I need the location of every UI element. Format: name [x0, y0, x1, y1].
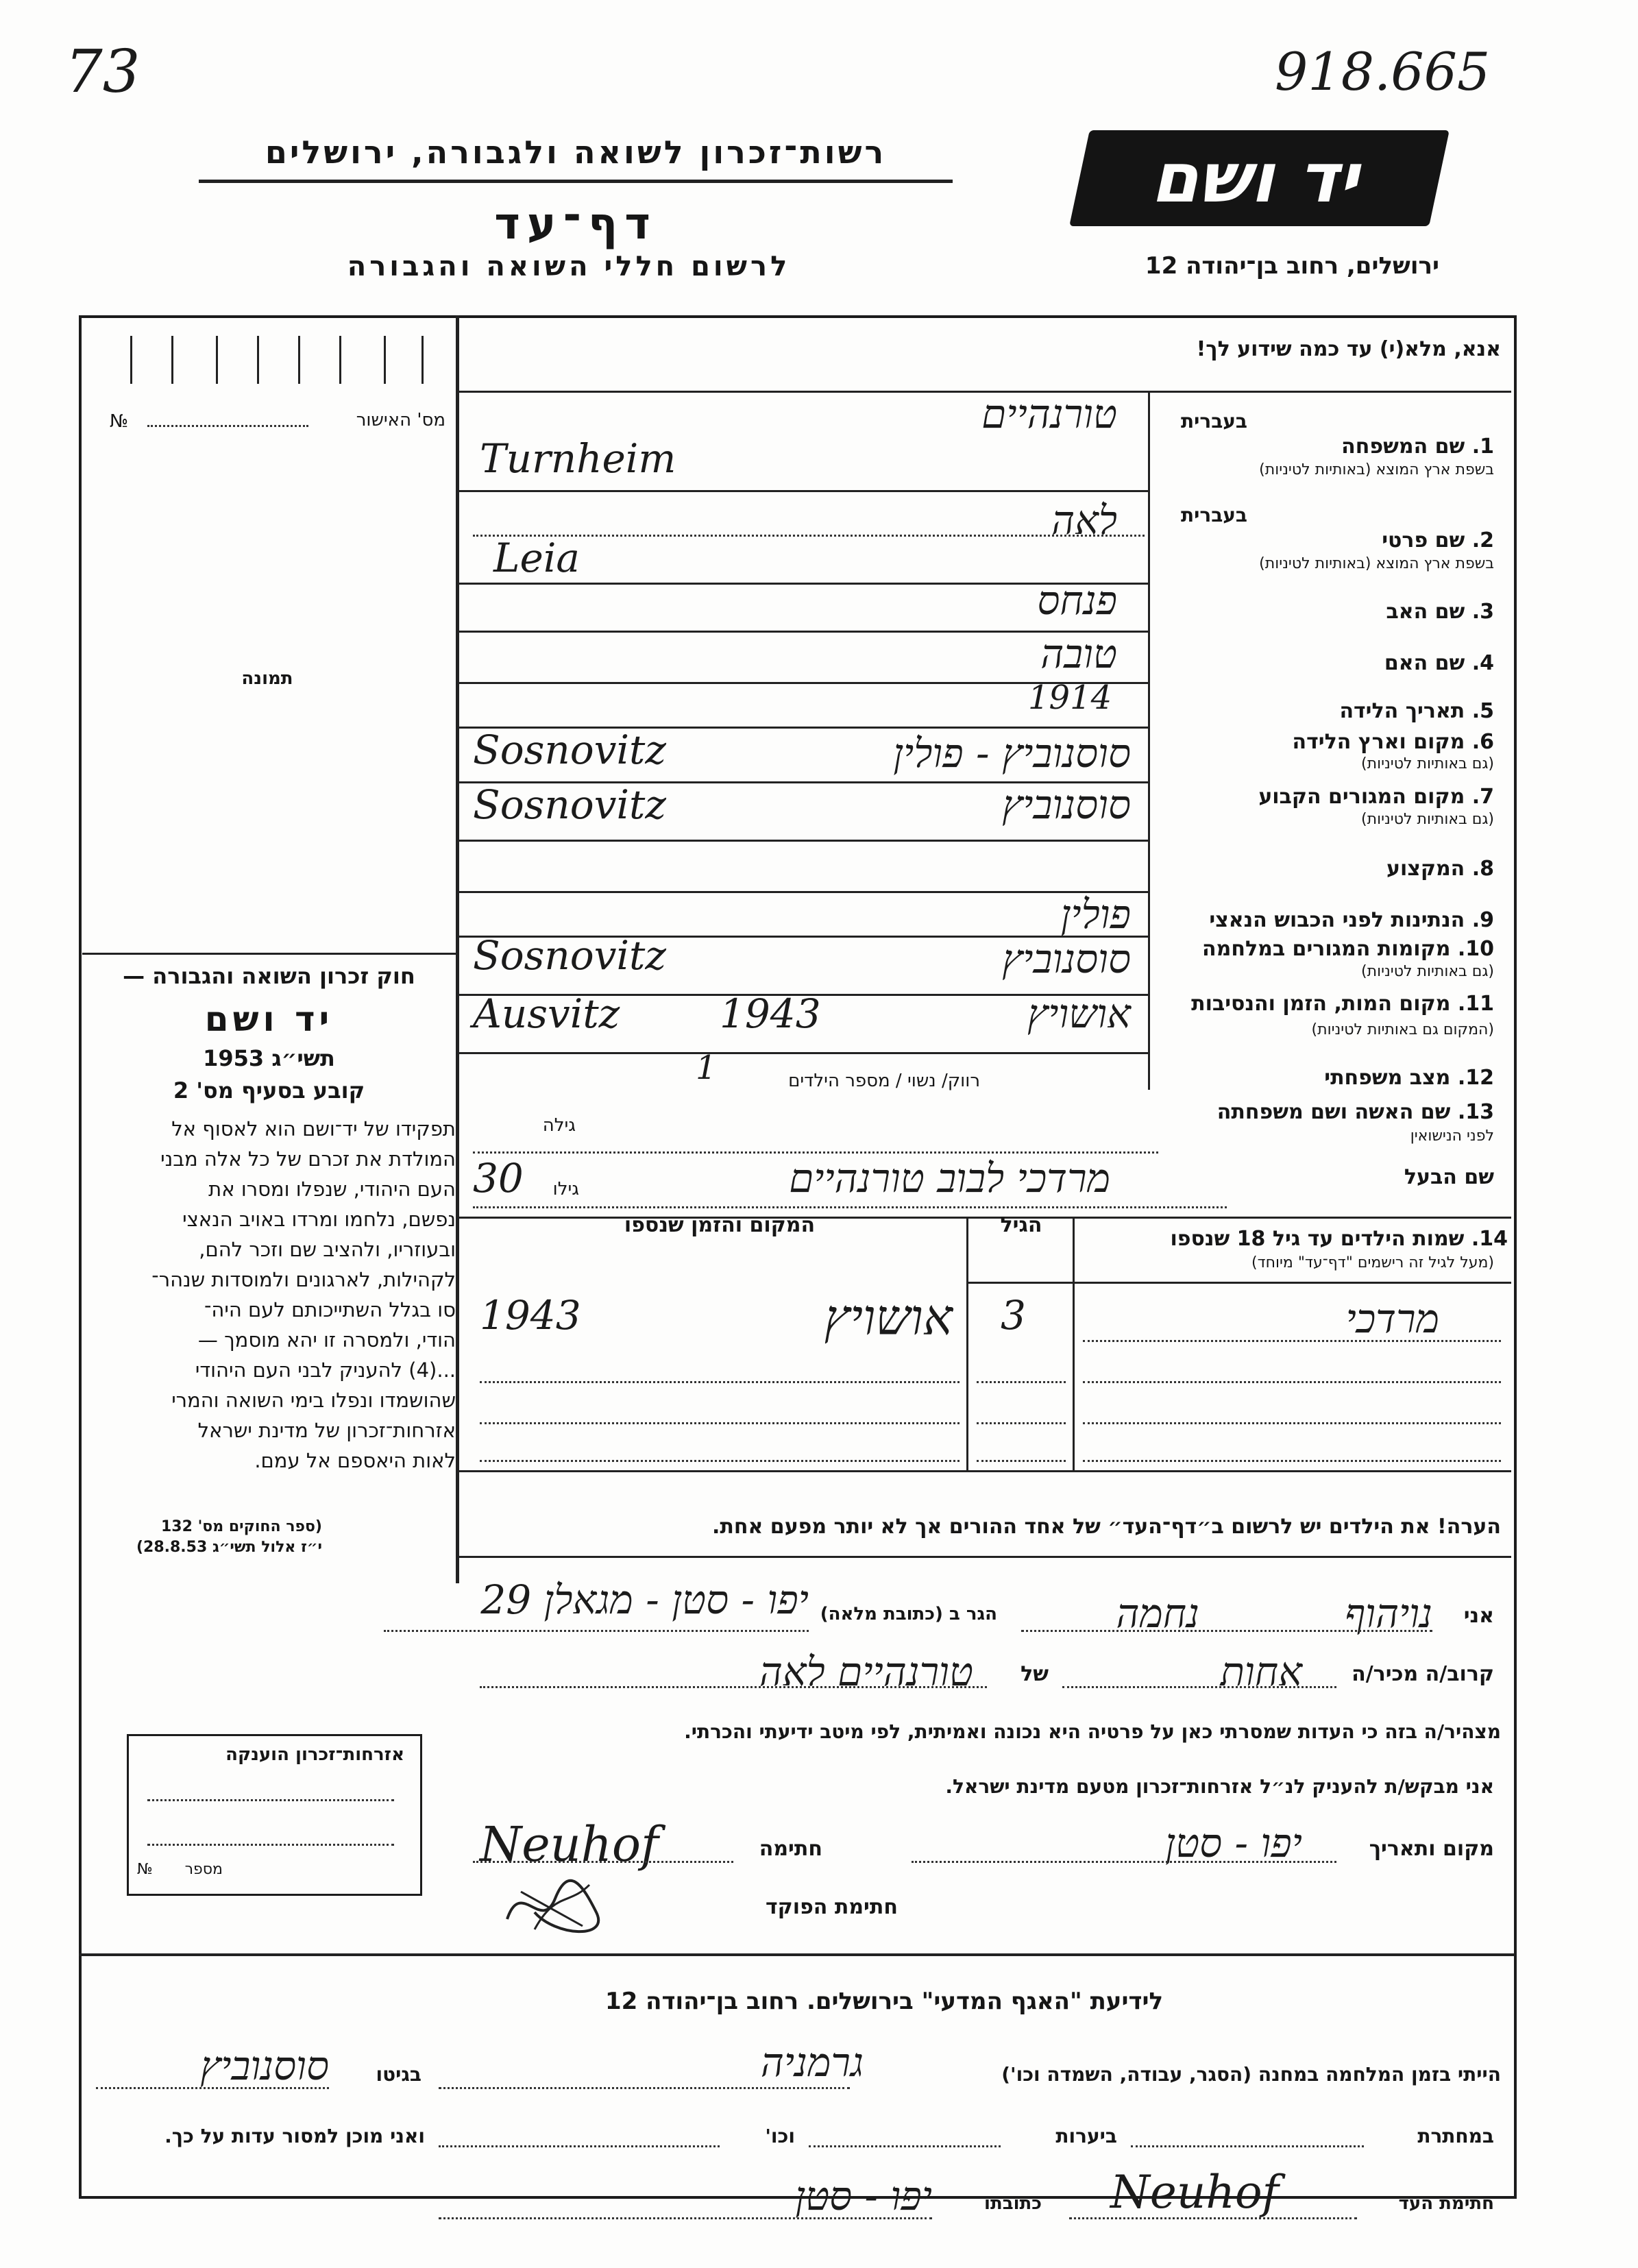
- residence-latin: Sosnovitz: [473, 781, 666, 828]
- photo-label: תמונה: [241, 668, 293, 689]
- death-year: 1943: [720, 990, 821, 1037]
- field-9-label: 9. הנתינות לפני הכבוש הנאצי: [1209, 908, 1494, 932]
- field-1-hebrew: בעברית: [1180, 410, 1247, 432]
- footer-ready: ואני מוכן למסור עדות על כך.: [164, 2125, 425, 2147]
- approval-no-symbol: №: [110, 411, 129, 432]
- section-line: [459, 1470, 1511, 1472]
- law-line: לקהילות, לארגונים ולמוסדות שנהר־: [151, 1268, 456, 1291]
- field-4-label: 4. שם האם: [1384, 651, 1494, 675]
- witness-line: [1021, 1630, 1432, 1632]
- field-7-label: 7. מקום המגורים הקבוע: [1258, 785, 1494, 809]
- place-date-line[interactable]: [912, 1861, 1336, 1863]
- header-authority: רשות־זכרון לשואה ולגבורה, ירושלים: [265, 134, 887, 171]
- left-column-divider: [456, 315, 459, 1583]
- field-11-sub: (המקום גם באותיות לטיניות): [1311, 1021, 1494, 1038]
- footer-sig-line[interactable]: [1069, 2217, 1357, 2219]
- approval-field[interactable]: [147, 425, 308, 427]
- law-line: לאות היאספם אל עמם.: [254, 1449, 456, 1472]
- footer-ghetto: סוסנוביץ: [200, 2043, 329, 2089]
- header-title: דף־עד: [494, 199, 657, 249]
- yad-vashem-logo: [1069, 130, 1450, 226]
- witness-name: נויהוף: [1345, 1590, 1432, 1637]
- father-name: פנחס: [1037, 577, 1117, 624]
- first-name-latin: Leia: [493, 535, 580, 581]
- footer-forests-line[interactable]: [809, 2145, 1001, 2147]
- children-row: [1083, 1460, 1501, 1462]
- instruction: אנא, מלא(י) עד כמה שידוע לך!: [1196, 337, 1501, 361]
- footer-ghetto-line[interactable]: [96, 2087, 329, 2089]
- field-11-label: 11. מקום המות, הזמן והנסיבות: [1191, 992, 1494, 1016]
- relation-line: [1062, 1686, 1336, 1688]
- witness-first-name: נחמה: [1116, 1590, 1199, 1637]
- law-year: תשי״ג 1953: [203, 1045, 335, 1071]
- law-reference: (ספר החוקים מס' 132: [160, 1518, 322, 1535]
- section-line: [459, 1556, 1511, 1558]
- wartime-residence-hebrew: סוסנוביץ: [1002, 936, 1131, 982]
- law-line: אזרחות־זכרון של מדינת ישראל: [197, 1419, 456, 1442]
- field-13-label: 13. שם האשה ושם משפחתה: [1217, 1100, 1494, 1124]
- child-place: אושויץ: [824, 1289, 953, 1346]
- footer-underground: במחתרת: [1417, 2125, 1494, 2147]
- law-section: קובע בסעיף מס' 2: [173, 1077, 365, 1103]
- certificate-line[interactable]: [147, 1799, 394, 1801]
- certificate-title: אזרחות־זכרון הוענקה: [225, 1744, 404, 1765]
- footer-etc: וכו': [765, 2125, 795, 2147]
- footer-forests: ביערות: [1055, 2125, 1117, 2147]
- children-row: [480, 1422, 959, 1424]
- signature: Neuhof: [480, 1816, 659, 1873]
- field-8-label: 8. המקצוע: [1386, 857, 1494, 881]
- declaration-relative: קרוב/ה מכיר/ה: [1352, 1662, 1494, 1686]
- law-line: נפשם, נלחמו ומרדו באויב הנאצי: [182, 1208, 456, 1231]
- row-line: [459, 840, 1148, 842]
- witness-address: יפו - סטן - מגאלן 29: [480, 1576, 809, 1623]
- footer-line1: הייתי בזמן המלחמה במחנה (הסגר, עבודה, השמדה וכו'): [1001, 2063, 1501, 2086]
- children-row: [1083, 1340, 1501, 1342]
- field-1-label: 1. שם המשפחה: [1341, 435, 1494, 459]
- field-5-label: 5. תאריך הלידה: [1339, 699, 1494, 723]
- signature-label: חתימה: [759, 1837, 822, 1861]
- footer-sig-label: חתימת העד: [1398, 2193, 1494, 2214]
- field-10-label: 10. מקומות המגורים במלחמה: [1202, 937, 1494, 961]
- child-age: 3: [1001, 1292, 1026, 1339]
- field-14-sub: (מעל לגיל זה רישמים "דף־עד" מיוחד): [1251, 1254, 1494, 1271]
- approval-label: מס' האישור: [356, 410, 445, 430]
- wartime-residence-latin: Sosnovitz: [473, 932, 666, 979]
- children-col-divider: [966, 1217, 968, 1470]
- children-header-line: [966, 1282, 1511, 1284]
- declaration-of: של: [1020, 1662, 1049, 1686]
- field-13-sub: לפני הנישואין: [1410, 1127, 1494, 1145]
- law-line: תפקידו של יד־ושם הוא לאסוף אל: [171, 1117, 456, 1141]
- field-7-sub: (גם באותיות לטיניות): [1361, 811, 1494, 828]
- row-line: [459, 490, 1148, 492]
- footer-camp-line[interactable]: [439, 2087, 850, 2089]
- death-place-hebrew: אושויץ: [1027, 990, 1131, 1037]
- labels-column-divider: [1148, 391, 1150, 1090]
- death-place-latin: Ausvitz: [473, 990, 620, 1037]
- husband-name: מרדכי לבוב טורנהיים: [789, 1155, 1110, 1202]
- children-row: [977, 1422, 1066, 1424]
- children-row: [480, 1460, 959, 1462]
- birthplace-latin: Sosnovitz: [473, 727, 666, 773]
- officer-stamp-scribble: [493, 1871, 617, 1940]
- residence-hebrew: סוסנוביץ: [1002, 781, 1131, 828]
- law-line: העם היהודי, שנפלו ומסרו את: [208, 1178, 456, 1201]
- law-line: ובעוזריו, ולהציב שם וזכר להם,: [199, 1238, 456, 1261]
- row-line: [459, 1052, 1148, 1054]
- footer-address-label: כתובתו: [984, 2193, 1042, 2214]
- children-row: [977, 1381, 1066, 1383]
- surname-hebrew: טורנהיים: [981, 391, 1117, 437]
- footer-underground-line[interactable]: [1131, 2145, 1364, 2147]
- relation: אחות: [1220, 1648, 1302, 1695]
- page-number: 73: [65, 38, 140, 106]
- relation-of: טורנהיים לאה: [759, 1648, 973, 1695]
- birthplace-hebrew: סוסנוביץ - פולין: [893, 730, 1131, 777]
- field-10-sub: (גם באותיות לטיניות): [1361, 963, 1494, 980]
- child-year: 1943: [480, 1292, 581, 1339]
- logo-text: יד ושם: [1147, 138, 1372, 218]
- row-dotted: [473, 1206, 1227, 1208]
- declaration-statement: מצהיר/ה בזה כי העדות שמסרתי כאן על פרטיה היא נכונה ואמיתית, לפי מיטב ידיעתי והכרתי.: [684, 1720, 1501, 1743]
- footer-etc-line[interactable]: [439, 2145, 720, 2147]
- field-2-label: 2. שם פרטי: [1382, 528, 1494, 552]
- footer-in-ghetto: בגיטו: [376, 2063, 421, 2086]
- place-date-label: מקום ותאריך: [1369, 1837, 1494, 1861]
- birth-date: 1914: [1028, 679, 1112, 717]
- declaration-request: אני מבקש/ת להעניק לנ״ל אזרחות־זכרון מטעם מדינת ישראל.: [945, 1775, 1494, 1798]
- law-line: שהושמדו ונפלו בימי השואה והמרי: [171, 1389, 456, 1412]
- field-1-sub: בשפת ארץ המוצא (באותיות לטיניות): [1259, 461, 1494, 478]
- law-line: ...(4) להעניק לבני העם היהודי: [195, 1358, 456, 1382]
- field-6-sub: (גם באותיות לטיניות): [1361, 755, 1494, 772]
- footer-signature: Neuhof: [1110, 2166, 1279, 2219]
- footer-address-line[interactable]: [439, 2217, 932, 2219]
- field-12-middle: רווק/ נשוי / מספר הילדים: [788, 1071, 980, 1091]
- certificate-no-symbol: №: [137, 1861, 153, 1878]
- husband-age: 30: [473, 1155, 524, 1202]
- law-title: חוק זכרון השואה והגבורה —: [123, 963, 415, 989]
- law-reference-date: י״ז אלול תשי״ג 28.8.53): [136, 1539, 322, 1556]
- mother-name: טובה: [1040, 631, 1117, 677]
- signature-line[interactable]: [473, 1861, 733, 1863]
- declaration-resident: הגר ב (כתובת מלאה): [820, 1604, 997, 1624]
- law-line: סו בגלל השתייכותם לעם היה־: [204, 1298, 456, 1321]
- relation-of-line: [480, 1686, 987, 1688]
- child-name: מרדכי: [1345, 1295, 1439, 1342]
- children-row: [1083, 1422, 1501, 1424]
- first-name-hebrew: לאה: [1051, 497, 1117, 544]
- children-row: [480, 1381, 959, 1383]
- serial-number: 918.665: [1275, 41, 1491, 102]
- field-12-label: 12. מצב משפחתי: [1324, 1066, 1494, 1090]
- col-place-header: המקום והזמן שנספו: [624, 1213, 816, 1237]
- law-text: [86, 1114, 456, 1476]
- children-col-divider: [1073, 1217, 1075, 1470]
- footer-address: יפו - סטן: [795, 2173, 932, 2219]
- row-dotted: [473, 1151, 1158, 1154]
- col-age-header: הגיל: [1000, 1213, 1042, 1237]
- law-divider: [82, 953, 456, 955]
- header-subtitle: לרשום חללי השואה והגבורה: [347, 251, 791, 282]
- field-3-label: 3. שם האב: [1386, 600, 1494, 624]
- footer-title: לידיעת "האגף המדעי" בירושלים. רחוב בן־יהודה 12: [604, 1988, 1164, 2015]
- field-6-label: 6. מקום וארץ הלידה: [1292, 730, 1494, 754]
- children-row: [1083, 1381, 1501, 1383]
- header-underline: [199, 180, 953, 183]
- children-note: הערה! את הילדים יש לרשום ב״דף־העד״ של אחד ההורים אך לא יותר מפעם אחת.: [712, 1515, 1501, 1539]
- field-14-label: 14. שמות הילדים עד גיל 18 שנספו: [1170, 1227, 1508, 1251]
- declaration-i: אני: [1463, 1604, 1494, 1628]
- husband-age-label: גילו: [552, 1179, 579, 1199]
- officer-signature-label: חתימת הפוקד: [766, 1895, 898, 1919]
- law-line: המולדת את זכרם של כל אלה מבני: [160, 1147, 456, 1171]
- scribble-icon: [493, 1871, 617, 1940]
- address-line: [384, 1630, 809, 1632]
- footer-divider: [79, 1953, 1515, 1956]
- children-row: [977, 1460, 1066, 1462]
- children-count: 1: [696, 1049, 717, 1087]
- certificate-line[interactable]: [147, 1844, 394, 1846]
- surname-latin: Turnheim: [480, 435, 676, 482]
- law-line: הודי, ולמסרה זו יהא מוסמך —: [197, 1328, 456, 1352]
- field-2-sub: בשפת ארץ המוצא (באותיות לטיניות): [1259, 555, 1494, 572]
- husband-label: שם הבעל: [1404, 1165, 1494, 1189]
- citizenship: פולין: [1060, 891, 1131, 938]
- field-2-hebrew: בעברית: [1180, 504, 1247, 526]
- footer-camp: גרמניה: [760, 2039, 864, 2086]
- header-address: ירושלים, רחוב בן־יהודה 12: [1145, 252, 1439, 280]
- wife-age-label: גילה: [542, 1115, 576, 1136]
- place-date: יפו - סטן: [1165, 1820, 1302, 1866]
- ticks-row: [120, 336, 449, 384]
- certificate-no-label: מספר: [184, 1861, 223, 1878]
- law-name: יד ושם: [204, 999, 334, 1039]
